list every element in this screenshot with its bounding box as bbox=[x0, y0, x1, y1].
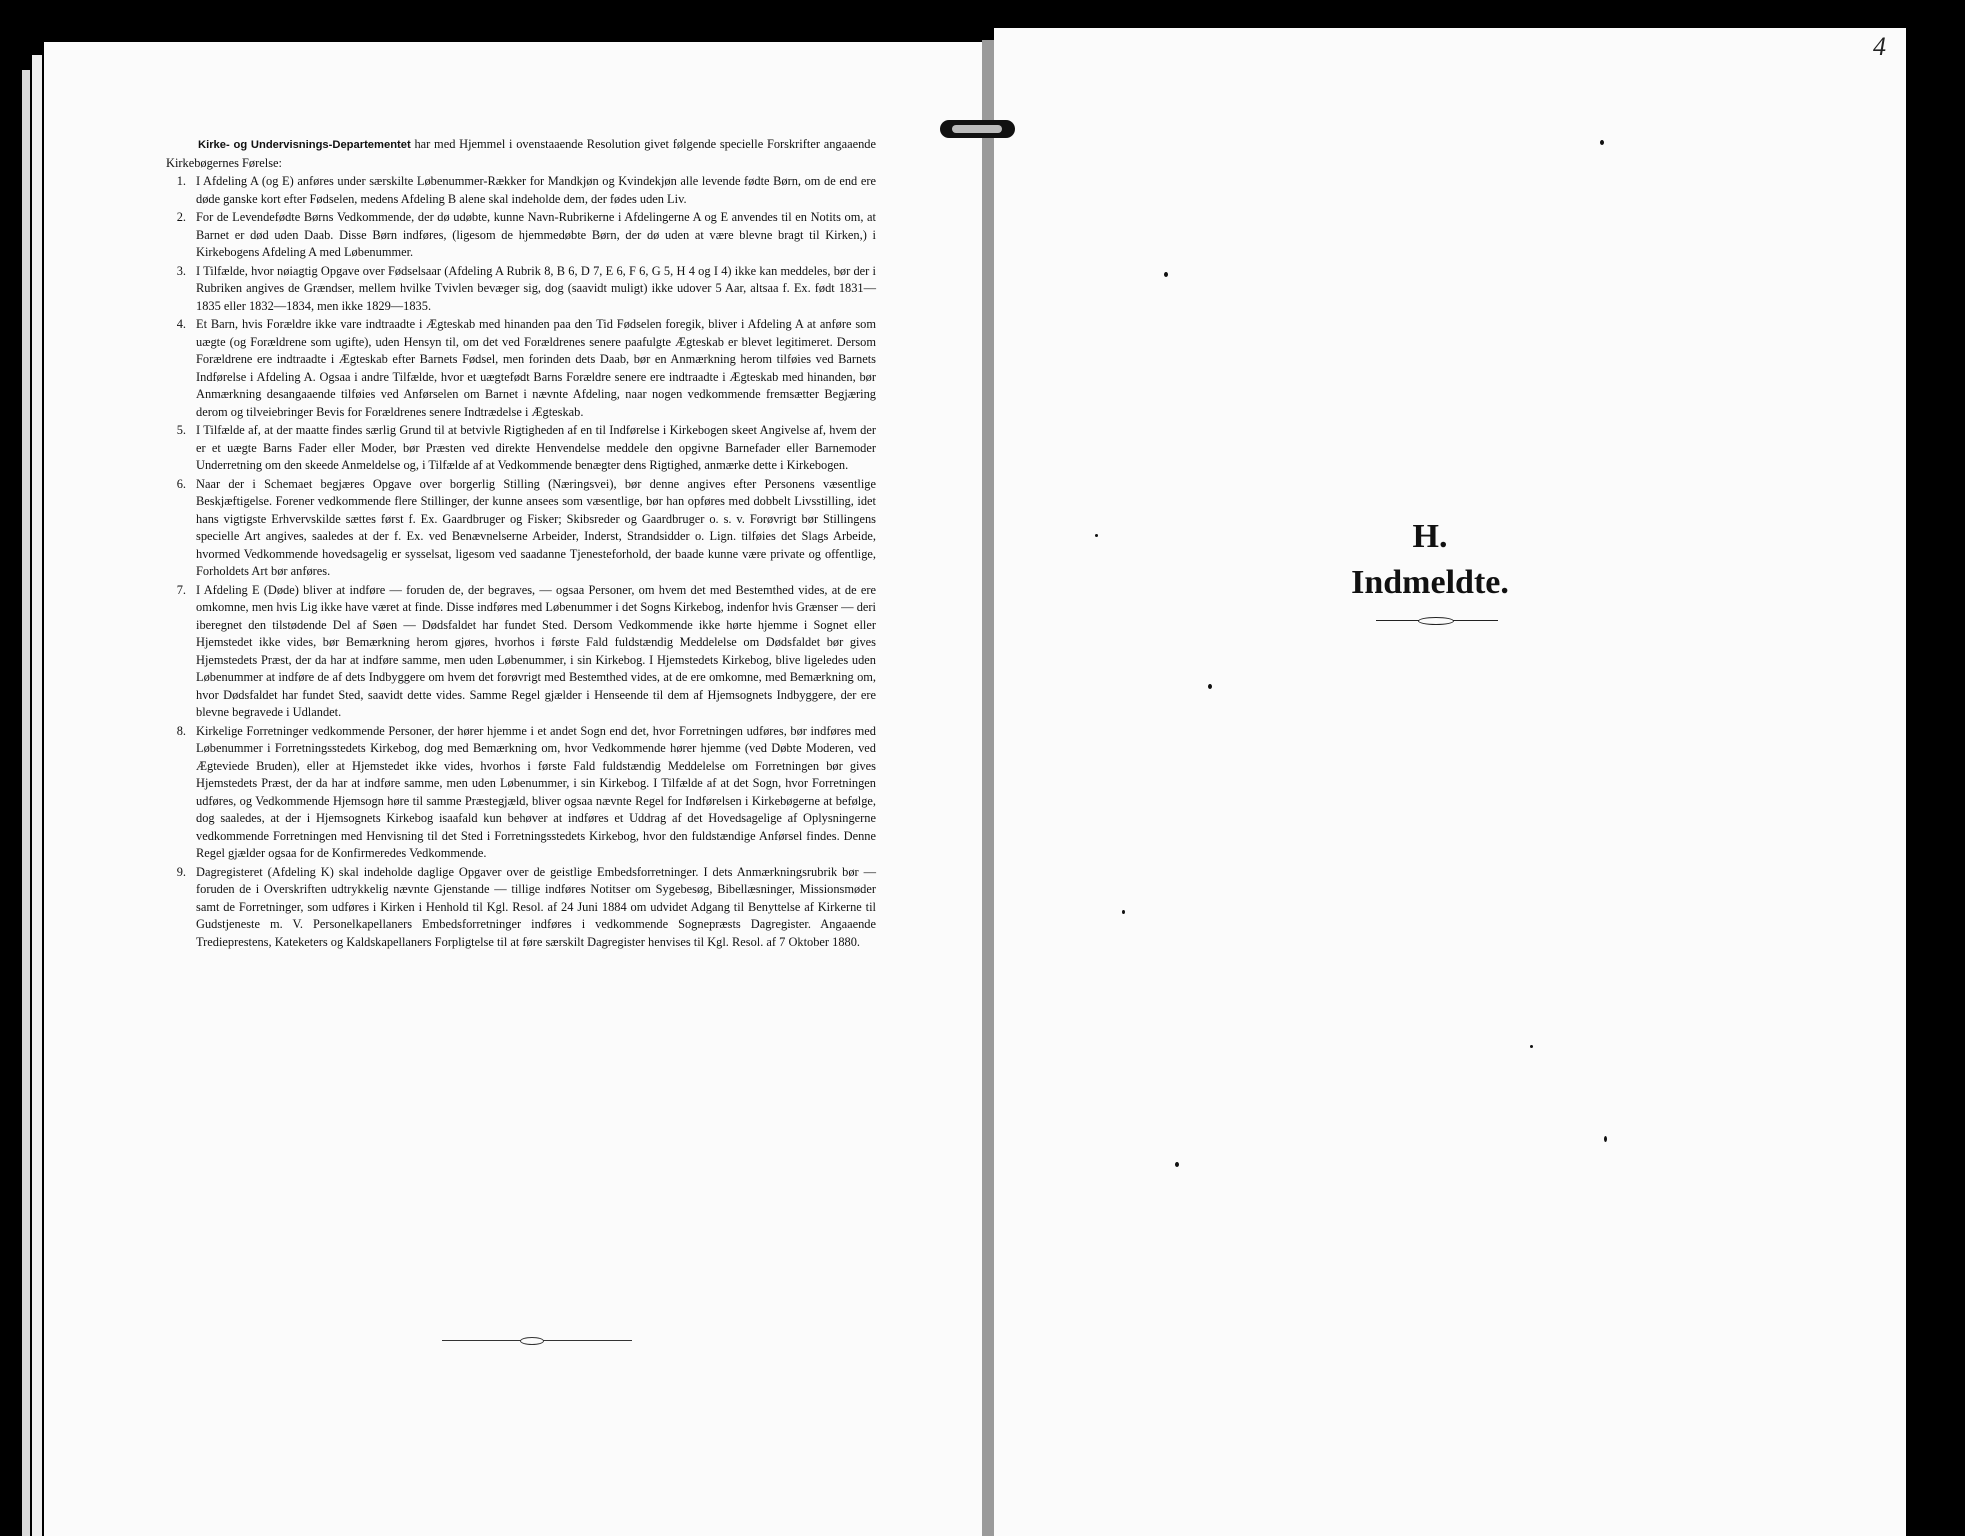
rule-number: 1. bbox=[176, 174, 186, 188]
page-edge bbox=[32, 55, 42, 1536]
ink-speck bbox=[1095, 534, 1098, 537]
rule-item bbox=[166, 864, 876, 952]
rule-item bbox=[166, 723, 876, 863]
rule-number: 7. bbox=[176, 582, 186, 597]
rules-list bbox=[166, 173, 876, 951]
title-ornament bbox=[1376, 620, 1498, 623]
rule-number: 5. bbox=[176, 423, 186, 437]
ink-speck bbox=[1600, 140, 1604, 145]
rule-item bbox=[166, 422, 876, 475]
rule-number: 3. bbox=[176, 263, 186, 278]
rule-text: Et Barn, hvis Forældre ikke vare indtraadte i Ægteskab med hinanden paa den Tid Fødselen foregik, bliver i Afdeling A at anføre som uægte (og Forældrene som ugifte), uden Hensyn til, om det ved Forældrenes senere paafulgte Ægteskab er blevet legitimeret. Dersom Forældrene ere indtraadte i Ægteskab efter Barnets Fødsel, men forinden dets Daab, bør en Anmærkning herom tilføies ved Barnets Indførelse i Afdeling A. Ogsaa i andre Tilfælde, hvor et uægtefødt Barns Forældre senere ere indtraadte i Ægteskab med hinanden, bør Anmærkning desangaaende tilføies ved Anførselen om Barnet i nævnte Afdeling, naar nogen vedkommende fremsætter Begjæring derom og tilveiebringer Bevis for Forældrenes senere Indtrædelse i Ægteskab. bbox=[196, 317, 876, 419]
rule-text: I Tilfælde af, at der maatte findes særlig Grund til at betvivle Rigtigheden af en til Indførelse i Kirkebogen skeet Angivelse af, hvem der er et uægte Barns Fader eller Moder, bør Præsten ved direkte Henvendelse meddele den opgivne Barnefader eller Barnemoder Underretning om den skeede Anmeldelse og, i Tilfælde af at Vedkommende benægter dens Rigtighed, anmærke dette i Kirkebogen. bbox=[196, 423, 876, 472]
rule-text: For de Levendefødte Børns Vedkommende, der dø udøbte, kunne Navn-Rubrikerne i Afdelingerne A og E anvendes til en Notits om, at Barnet er død uden Daab. Disse Børn indføres, (ligesom de hjemmedøbte Børn, der dø uden at være blevne bragt til Kirken,) i Kirkebogens Afdeling A med Løbenummer. bbox=[196, 210, 876, 259]
rule-item bbox=[166, 476, 876, 581]
binding-clip bbox=[940, 120, 1015, 138]
rule-number: 2. bbox=[176, 210, 186, 224]
ink-speck bbox=[1175, 1162, 1179, 1167]
rule-number: 9. bbox=[176, 864, 186, 879]
rule-text: I Afdeling E (Døde) bliver at indføre — foruden de, der begraves, — ogsaa Personer, om hvem det med Bestemthed vides, at de ere omkomne, men hvis Lig ikke have været at finde. Disse indføres med Løbenummer i det Sogns Kirkebog, indenfor hvis Grænser — deri iberegnet den tilstødende Del af Søen — Dødsfaldet har fundet Sted. Dersom Vedkommende ikke hørte hjemme i Sognet eller Hjemstedet ikke vides, bør Bemærkning herom gjøres, hvorhos i første Fald fuldstændig Meddelelse om Dødsfaldet bør gives Hjemstedets Præst, der da har at indføre samme, men uden Løbenummer, i sin Kirkebog. I Hjemstedets Kirkebog, blive ligeledes uden Løbenummer at indføre de af dets Indbyggere om hvem det forøvrigt med Bestemthed vides, at de ere omkomne, med Bemærkning om, hvor Dødsfaldet har fundet Sted, saavidt dette vides. Samme Regel gjælder i Henseende til dem af Hjemsognets Indbyggere, der ere blevne begravede i Udlandet. bbox=[196, 582, 876, 719]
page-edge bbox=[22, 70, 30, 1536]
rule-item bbox=[166, 316, 876, 421]
regulations-text bbox=[166, 136, 876, 951]
rule-item bbox=[166, 209, 876, 262]
rule-text: Naar der i Schemaet begjæres Opgave over borgerlig Stilling (Næringsvei), bør denne angives efter Personens væsentlige Beskjæftigelse. Forener vedkommende flere Stillinger, der kunne ansees som væsentlige, bør han opføres med dobbelt Livsstilling, idet hans vigtigste Erhvervskilde sættes først f. Ex. Gaardbruger og Fisker; Skibsreder og Gaardbruger o. s. v. Forøvrigt bør Stillingens specielle Art angives, saaledes at der f. Ex. ved Benævnelserne Arbeider, Inderst, Strandsidder o. Lign. tilføies det Slags Arbeide, hvormed Vedkommende hovedsagelig er sysselsat, ligesom ved saadanne Tjenesteforhold, der baade kunne være private og offentlige, Forholdets Art bør anføres. bbox=[196, 476, 876, 578]
rule-text: Kirkelige Forretninger vedkommende Personer, der hører hjemme i et andet Sogn end det, hvor Forretningen udføres, bør indføres med Løbenummer i Forretningsstedets Kirkebog, dog med Bemærkning om, hvor Vedkommende hører hjemme (ved Døbte Moderen, ved Ægteviede Bruden), eller at Hjemstedet ikke vides, hvorhos i første Fald fuldstændig Meddelelse om Forretningen bør gives Hjemstedets Præst, der da har at indføre samme, men uden Løbenummer, i sin Kirkebog. I Tilfælde af at det Sogn, hvor Forretningen udføres, og Vedkommende Hjemsogn høre til samme Præstegjæld, bliver ogsaa nævnte Regel for Indførelsen i Kirkebøgerne at befølge, dog saaledes, at der i Hjemsognets Kirkebog isaafald kun behøver at indføres et Uddrag af det Hovedsagelige af Oplysningerne vedkommende Forretningen med Henvisning til det Sted i Forretningsstedets Kirkebog, hvor den fuldstændige Anførsel findes. Denne Regel gjælder ogsaa for de Konfirmeredes Vedkommende. bbox=[196, 723, 876, 860]
intro-text: har med Hjemmel i ovenstaaende Resolution givet følgende specielle Forskrifter angaaende Kirkebøgernes Førelse: bbox=[166, 137, 876, 170]
ink-speck bbox=[1604, 1136, 1607, 1142]
rule-number: 8. bbox=[176, 723, 186, 738]
section-title: Indmeldte. bbox=[1351, 564, 1509, 601]
rule-item bbox=[166, 173, 876, 208]
right-page bbox=[994, 28, 1906, 1536]
rule-text: I Afdeling A (og E) anføres under særskilte Løbenummer-Rækker for Mandkjøn og Kvindekjøn alle levende fødte Børn, om de end ere døde ganske kort efter Fødselen, medens Afdeling B alene skal indeholde dem, der fødes uden Liv. bbox=[196, 174, 876, 206]
ink-speck bbox=[1122, 910, 1125, 914]
ink-speck bbox=[1530, 1045, 1533, 1048]
rule-text: Dagregisteret (Afdeling K) skal indeholde daglige Opgaver over de geistlige Embedsforretninger. I dets Anmærkningsrubrik bør — foruden de i Overskriften udtrykkelig nævnte Gjenstande — tillige indføres Notitser om Sygebesøg, Bibellæsninger, Missionsmøder samt de Forretninger, som udføres i Kirken i Henhold til Kgl. Resol. af 24 Juni 1884 om udvidet Adgang til Benyttelse af Kirkerne til Gudstjeneste m. V. Personelkapellaners Embedsforretninger indføres i vedkommende Sognepræsts Dagregister. Angaaende Tredieprestens, Kateketers og Kaldskapellaners Forpligtelse til at føre særskilt Dagregister henvises til Kgl. Resol. af 7 Oktober 1880. bbox=[196, 864, 876, 949]
rule-text: I Tilfælde, hvor nøiagtig Opgave over Fødselsaar (Afdeling A Rubrik 8, B 6, D 7, E 6, F 6, G 5, H 4 og I 4) ikke kan meddeles, bør der i Rubriken angives de Grændser, mellem hvilke Tvivlen bevæger sig, dog (saavidt muligt) ikke udover 5 Aar, altsaa f. Ex. født 1831—1835 eller 1832—1834, men ikke 1829—1835. bbox=[196, 263, 876, 313]
rule-number: 6. bbox=[176, 476, 186, 491]
page-number: 4 bbox=[1873, 32, 1886, 61]
intro-paragraph bbox=[166, 136, 876, 172]
section-letter: H. bbox=[1412, 518, 1448, 555]
ink-speck bbox=[1164, 272, 1168, 277]
ink-speck bbox=[1208, 684, 1212, 689]
rule-number: 4. bbox=[176, 317, 186, 331]
rule-item bbox=[166, 582, 876, 722]
department-name: Kirke- og Undervisnings-Departementet bbox=[198, 139, 411, 151]
book-gutter bbox=[982, 40, 994, 1536]
closing-ornament bbox=[442, 1340, 632, 1351]
rule-item bbox=[166, 263, 876, 316]
